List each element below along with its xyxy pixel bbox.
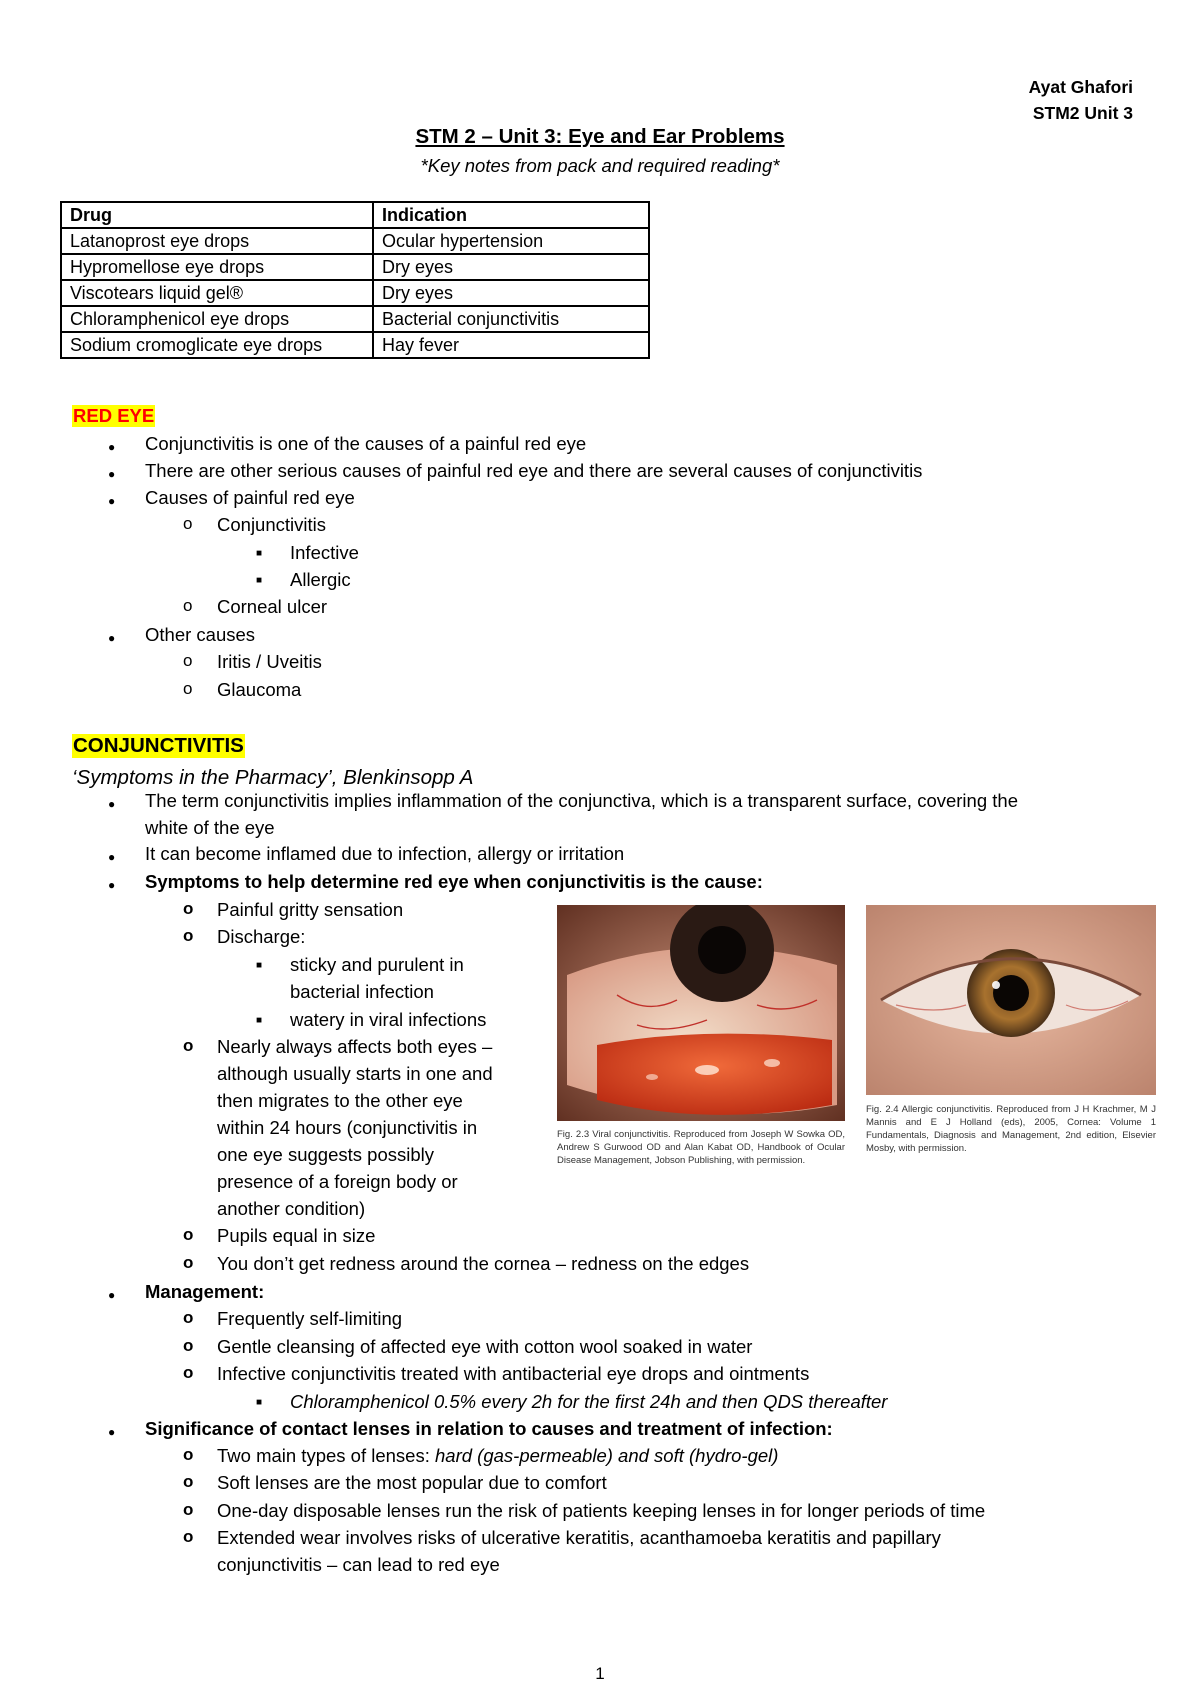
list-item: There are other serious causes of painful red eye and there are several causes of conjunctivitis xyxy=(145,460,923,481)
table-cell: Viscotears liquid gel® xyxy=(61,280,373,306)
table-cell: Hypromellose eye drops xyxy=(61,254,373,280)
allergic-conjunctivitis-photo xyxy=(866,905,1156,1095)
list-item: Gentle cleansing of affected eye with cotton wool soaked in water xyxy=(217,1336,753,1357)
reference-title: ‘Symptoms in the Pharmacy’, Blenkinsopp A xyxy=(72,766,474,789)
list-item: It can become inflamed due to infection, allergy or irritation xyxy=(145,843,625,864)
bullet-icon: ● xyxy=(108,467,116,481)
list-item: Chloramphenicol 0.5% every 2h for the first 24h and then QDS thereafter xyxy=(290,1391,888,1412)
red-eye-heading: RED EYE xyxy=(73,405,155,426)
list-item-continuation: white of the eye xyxy=(145,817,275,838)
list-item: Allergic xyxy=(290,569,351,590)
bullet-icon: ● xyxy=(108,797,116,811)
author-name: Ayat Ghafori xyxy=(1028,77,1133,97)
table-row xyxy=(61,280,649,306)
table-row xyxy=(61,254,649,280)
table-cell: Ocular hypertension xyxy=(373,228,649,254)
drug-indication-table xyxy=(60,201,650,359)
circle-bullet-icon: o xyxy=(183,1225,194,1244)
circle-bullet-icon: o xyxy=(183,1253,194,1272)
document-title: STM 2 – Unit 3: Eye and Ear Problems xyxy=(415,125,785,148)
page-number: 1 xyxy=(595,1664,605,1683)
circle-bullet-icon: o xyxy=(183,1445,194,1464)
list-item: Significance of contact lenses in relation to causes and treatment of infection: xyxy=(145,1418,833,1439)
table-header-indication: Indication xyxy=(373,202,649,228)
bullet-icon: ● xyxy=(108,631,116,645)
table-cell: Latanoprost eye drops xyxy=(61,228,373,254)
table-header-row xyxy=(61,202,649,228)
figure-caption: Fig. 2.4 Allergic conjunctivitis. Reproduced from J H Krachmer, M J Mannis and E J Holland (eds), 2005, Cornea: Volume 1 Fundamentals, Diagnosis and Management, 2nd edition, Elsevier Mosby, with permission. xyxy=(866,1104,1156,1154)
list-item-continuation: presence of a foreign body or xyxy=(217,1171,458,1192)
list-item-continuation: although usually starts in one and xyxy=(217,1063,493,1084)
circle-bullet-icon: o xyxy=(183,1036,194,1055)
table-row xyxy=(61,332,649,358)
circle-bullet-icon: o xyxy=(183,596,193,615)
circle-bullet-icon: o xyxy=(183,1527,194,1546)
list-item: Iritis / Uveitis xyxy=(217,651,322,672)
list-item: Pupils equal in size xyxy=(217,1225,376,1246)
header-block xyxy=(1029,74,1133,126)
table-cell: Sodium cromoglicate eye drops xyxy=(61,332,373,358)
circle-bullet-icon: o xyxy=(183,1500,194,1519)
table-row xyxy=(61,306,649,332)
table-row xyxy=(61,228,649,254)
square-bullet-icon: ■ xyxy=(256,1015,263,1026)
bullet-icon: ● xyxy=(108,440,116,454)
list-item: The term conjunctivitis implies inflammation of the conjunctiva, which is a transparent surface, covering the xyxy=(145,790,1018,811)
bullet-icon: ● xyxy=(108,494,116,508)
list-item: Corneal ulcer xyxy=(217,596,328,617)
conjunctivitis-heading: CONJUNCTIVITIS xyxy=(73,734,244,757)
list-item: Frequently self-limiting xyxy=(217,1308,403,1329)
list-item: Extended wear involves risks of ulcerative keratitis, acanthamoeba keratitis and papillary xyxy=(217,1527,941,1548)
table-cell: Bacterial conjunctivitis xyxy=(373,306,649,332)
circle-bullet-icon: o xyxy=(183,1336,194,1355)
list-item: Soft lenses are the most popular due to comfort xyxy=(217,1472,607,1493)
table-header-drug: Drug xyxy=(61,202,373,228)
list-item: You don’t get redness around the cornea – redness on the edges xyxy=(217,1253,750,1274)
document-subtitle: *Key notes from pack and required reading* xyxy=(420,155,780,176)
table-cell: Hay fever xyxy=(373,332,649,358)
square-bullet-icon: ■ xyxy=(256,575,263,586)
list-item-continuation: within 24 hours (conjunctivitis in xyxy=(217,1117,478,1138)
circle-bullet-icon: o xyxy=(183,651,193,670)
square-bullet-icon: ■ xyxy=(256,548,263,559)
list-item: watery in viral infections xyxy=(290,1009,487,1030)
circle-bullet-icon: o xyxy=(183,514,193,533)
lens-types-label: Two main types of lenses: xyxy=(217,1445,435,1466)
list-item: Management: xyxy=(145,1281,265,1302)
circle-bullet-icon: o xyxy=(183,679,193,698)
list-item: Glaucoma xyxy=(217,679,302,700)
circle-bullet-icon: o xyxy=(183,1363,194,1382)
list-item: Conjunctivitis is one of the causes of a painful red eye xyxy=(145,433,587,454)
list-item-continuation: then migrates to the other eye xyxy=(217,1090,463,1111)
square-bullet-icon: ■ xyxy=(256,1397,263,1408)
bullet-icon: ● xyxy=(108,1288,116,1302)
circle-bullet-icon: o xyxy=(183,1308,194,1327)
table-cell: Chloramphenicol eye drops xyxy=(61,306,373,332)
list-item: Discharge: xyxy=(217,926,306,947)
list-item: Conjunctivitis xyxy=(217,514,326,535)
list-item-continuation: one eye suggests possibly xyxy=(217,1144,434,1165)
list-item: Infective xyxy=(290,542,359,563)
course-code: STM2 Unit 3 xyxy=(1032,103,1133,123)
list-item: Infective conjunctivitis treated with antibacterial eye drops and ointments xyxy=(217,1363,810,1384)
circle-bullet-icon: o xyxy=(183,1472,194,1491)
figure-caption: Fig. 2.3 Viral conjunctivitis. Reproduced from Joseph W Sowka OD, Andrew S Gurwood OD and Alan Kabat OD, Handbook of Ocular Disease Management, Jobson Publishing, with permission. xyxy=(557,1129,845,1166)
list-item-continuation: conjunctivitis – can lead to red eye xyxy=(217,1554,500,1575)
bullet-icon: ● xyxy=(108,878,116,892)
list-item: Other causes xyxy=(145,624,256,645)
table-cell: Dry eyes xyxy=(373,254,649,280)
circle-bullet-icon: o xyxy=(183,926,194,945)
list-item: Causes of painful red eye xyxy=(145,487,355,508)
list-item-continuation: another condition) xyxy=(217,1198,366,1219)
list-item: Painful gritty sensation xyxy=(217,899,404,920)
list-item: sticky and purulent in xyxy=(290,954,464,975)
bullet-icon: ● xyxy=(108,1425,116,1439)
list-item xyxy=(217,1442,778,1469)
square-bullet-icon: ■ xyxy=(256,960,263,971)
lens-types-detail: hard (gas-permeable) and soft (hydro-gel) xyxy=(435,1445,779,1466)
list-item-continuation: bacterial infection xyxy=(290,981,434,1002)
bullet-icon: ● xyxy=(108,850,116,864)
list-item: Nearly always affects both eyes – xyxy=(217,1036,493,1057)
circle-bullet-icon: o xyxy=(183,899,194,918)
viral-conjunctivitis-photo xyxy=(557,905,845,1121)
list-item: Symptoms to help determine red eye when conjunctivitis is the cause: xyxy=(145,871,763,892)
list-item: One-day disposable lenses run the risk of patients keeping lenses in for longer periods of time xyxy=(217,1500,986,1521)
table-cell: Dry eyes xyxy=(373,280,649,306)
